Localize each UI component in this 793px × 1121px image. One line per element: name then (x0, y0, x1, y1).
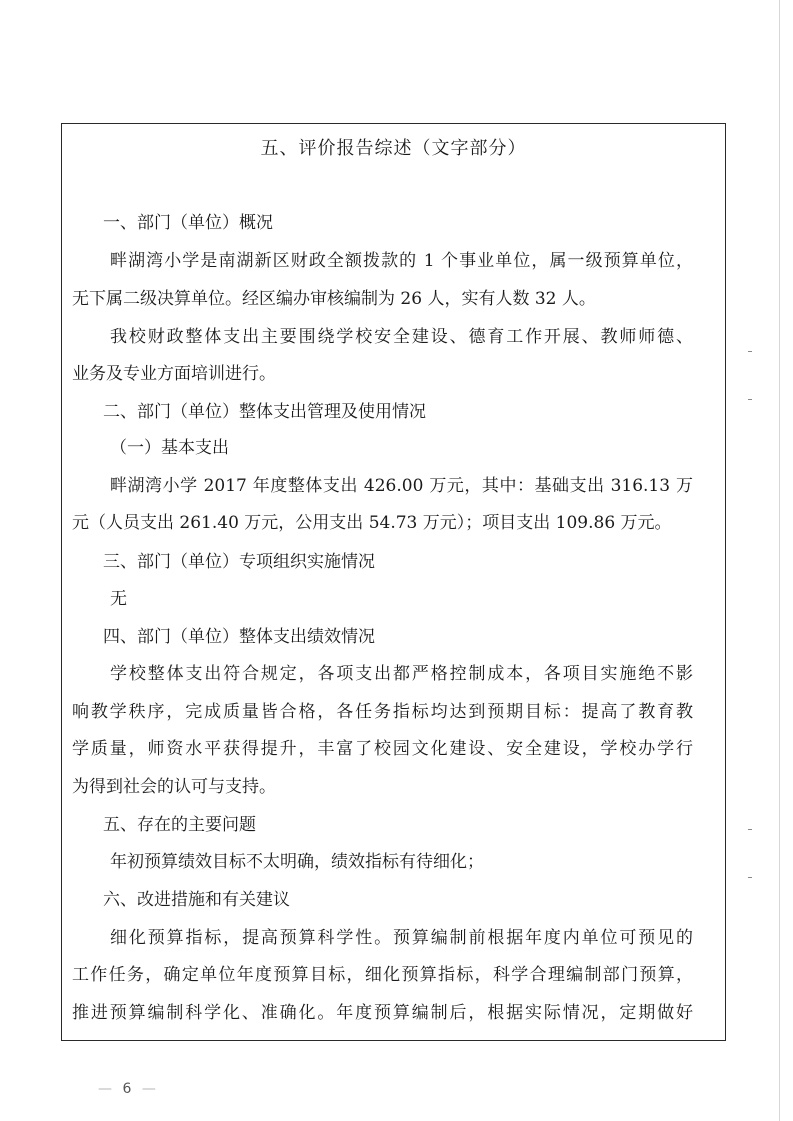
margin-mark (748, 351, 752, 352)
margin-mark (748, 877, 752, 878)
section-1-paragraph-2-line-1: 我校财政整体支出主要围绕学校安全建设、德育工作开展、教师师德、 (110, 327, 693, 347)
margin-mark (748, 399, 752, 400)
section-6-line-2: 工作任务，确定单位年度预算目标，细化预算指标，科学合理编制部门预算， (72, 965, 693, 985)
section-5-body: 年初预算绩效目标不太明确，绩效指标有待细化； (110, 852, 484, 872)
section-4-line-2: 响教学秩序，完成质量皆合格，各任务指标均达到预期目标：提高了教育教 (72, 702, 693, 722)
section-2-sub-heading: （一）基本支出 (110, 438, 229, 458)
section-6-line-3: 推进预算编制科学化、准确化。年度预算编制后，根据实际情况，定期做好 (72, 1003, 693, 1023)
section-4-line-1: 学校整体支出符合规定，各项支出都严格控制成本，各项目实施绝不影 (110, 664, 693, 684)
section-2-paragraph-line-2: 元（人员支出 261.40 万元，公用支出 54.73 万元）；项目支出 109.86 万元。 (72, 513, 672, 533)
section-2-paragraph-line-1: 畔湖湾小学 2017 年度整体支出 426.00 万元，其中：基础支出 316.13 万 (110, 476, 693, 496)
report-title: 五、评价报告综述（文字部分） (260, 138, 527, 159)
page-number-value: 6 (122, 1081, 132, 1097)
page-number (98, 1081, 156, 1097)
section-1-paragraph-2-line-2: 业务及专业方面培训进行。 (72, 364, 276, 384)
section-3-heading: 三、部门（单位）专项组织实施情况 (103, 552, 375, 572)
section-3-body: 无 (110, 589, 127, 609)
section-6-heading: 六、改进措施和有关建议 (103, 890, 290, 910)
section-5-heading: 五、存在的主要问题 (103, 815, 256, 835)
section-1-paragraph-1-line-2: 无下属二级决算单位。经区编办审核编制为 26 人，实有人数 32 人。 (72, 289, 596, 309)
margin-mark (748, 829, 752, 830)
page-number-dash-right: — (141, 1081, 156, 1097)
section-1-paragraph-1-line-1: 畔湖湾小学是南湖新区财政全额拨款的 1 个事业单位，属一级预算单位， (110, 251, 693, 271)
section-4-line-3: 学质量，师资水平获得提升，丰富了校园文化建设、安全建设，学校办学行 (72, 739, 693, 759)
section-4-line-4: 为得到社会的认可与支持。 (72, 777, 276, 797)
section-2-heading: 二、部门（单位）整体支出管理及使用情况 (103, 402, 426, 422)
section-1-heading: 一、部门（单位）概况 (103, 213, 273, 233)
page-edge (779, 0, 780, 1121)
section-6-line-1: 细化预算指标，提高预算科学性。预算编制前根据年度内单位可预见的 (110, 928, 693, 948)
page-number-dash-left: — (98, 1081, 112, 1097)
section-4-heading: 四、部门（单位）整体支出绩效情况 (103, 627, 375, 647)
